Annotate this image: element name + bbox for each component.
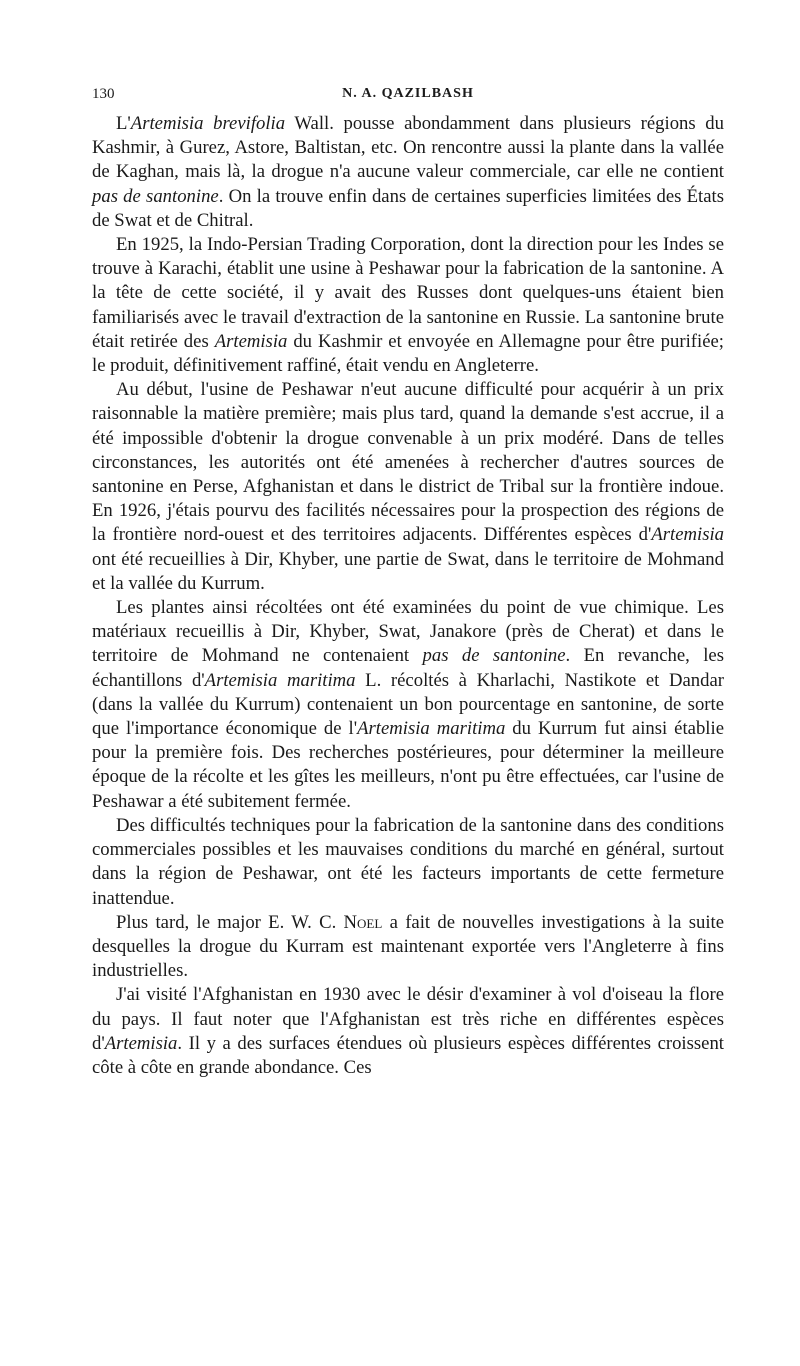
text-run: ont été recueillies à Dir, Khyber, une partie de Swat, dans le territoire de Mohmand et la vallée du Kurrum. <box>92 548 724 594</box>
document-page <box>92 86 724 1080</box>
italic-term: Artemisia <box>104 1032 178 1054</box>
paragraph-2 <box>92 233 724 378</box>
italic-term: Artemisia <box>214 330 288 352</box>
text-run: Les plantes ainsi récoltées ont été examinées du point de vue chimique. Les matériaux recueillis à Dir, Khyber, Swat, Janakore (près de Cherat) et dans le territoire de Mohmand ne contenaient <box>92 597 724 667</box>
text-run: . Il y a des surfaces étendues où plusieurs espèces différentes croissent côte à côte en grande abondance. Ces <box>92 1032 724 1078</box>
paragraph-1 <box>92 112 724 233</box>
paragraph-5 <box>92 814 724 911</box>
text-run: du Kashmir et envoyée en Allemagne pour être purifiée; le produit, définitivement raffiné, était vendu en Angleterre. <box>92 330 724 377</box>
text-run: . En revanche, les échantillons d' <box>92 645 724 691</box>
text-run: Des difficultés techniques pour la fabrication de la santonine dans des conditions commerciales possibles et les mauvaises conditions du marché en général, surtout dans la région de Peshawar, ont été les facteurs importants de cette fermeture inattendue. <box>92 814 724 909</box>
italic-term: Artemisia maritima <box>204 669 356 691</box>
text-run: L. récoltés à Kharlachi, Nastikote et Dandar (dans la vallée du Kurrum) contenaient un bon pourcentage en santonine, de sorte que l'importance économique de l' <box>92 669 725 740</box>
paragraph-7 <box>92 983 724 1080</box>
text-run: du Kurrum fut ainsi établie pour la première fois. Des recherches postérieures, pour déterminer la meilleure époque de la récolte et les gîtes les meilleurs, n'ont pu être effectuées, car l'usine de Peshawar a été subitement fermée. <box>92 718 724 812</box>
italic-term: pas de santonine <box>92 185 219 207</box>
paragraph-6 <box>92 911 724 984</box>
text-run: . On la trouve enfin dans de certaines superficies limitées des États de Swat et de Chitral. <box>92 185 724 231</box>
running-head: N. A. QAZILBASH <box>342 86 474 101</box>
text-run: a fait de nouvelles investigations à la suite desquelles la drogue du Kurram est maintenant exportée vers l'Angleterre à fins industrielles. <box>92 911 725 982</box>
text-run: Plus tard, le major E. W. C. <box>116 911 344 933</box>
paragraph-4 <box>92 596 724 814</box>
paragraph-3 <box>92 378 724 596</box>
text-run: En 1925, la Indo-Persian Trading Corporation, dont la direction pour les Indes se trouve à Karachi, établit une usine à Peshawar pour la fabrication de la santonine. A la tête de cette société, il y avait des Russes dont quelques-uns étaient bien familiarisés avec le travail d'extraction de la santonine en Russie. La santonine brute était retirée des <box>92 234 724 352</box>
italic-term: Artemisia maritima <box>357 718 506 740</box>
italic-term: Artemisia <box>651 524 724 546</box>
text-run: Au début, l'usine de Peshawar n'eut aucune difficulté pour acquérir à un prix raisonnable la matière première; mais plus tard, quand la demande s'est accrue, il a été impossible d'obtenir la drogue convenable à un prix modéré. Dans de telles circonstances, les autorités ont été amenées à rechercher d'autres sources de santonine en Perse, Afghanistan et dans le district de Tribal sur la frontière indoue. En 1926, j'étais pourvu des facilités nécessaires pour la prospection des régions de la frontière nord-ouest et des territoires adjacents. Différentes espèces d' <box>92 379 724 546</box>
italic-term: Artemisia brevifolia <box>130 113 286 134</box>
page-number: 130 <box>92 86 115 102</box>
text-run: L' <box>116 113 131 134</box>
italic-term: pas de santonine <box>422 645 566 667</box>
text-run: Wall. pousse abondamment dans plusieurs régions du Kashmir, à Gurez, Astore, Baltistan, etc. On rencontre aussi la plante dans la vallée de Kaghan, mais là, la drogue n'a aucune valeur commerciale, car elle ne contient <box>92 113 724 183</box>
body-text <box>92 112 724 1080</box>
author-name: Noel <box>343 911 383 933</box>
text-run: J'ai visité l'Afghanistan en 1930 avec le désir d'examiner à vol d'oiseau la flore du pays. Il faut noter que l'Afghanistan est très riche en différentes espèces d' <box>92 984 724 1054</box>
page-header <box>92 86 724 112</box>
